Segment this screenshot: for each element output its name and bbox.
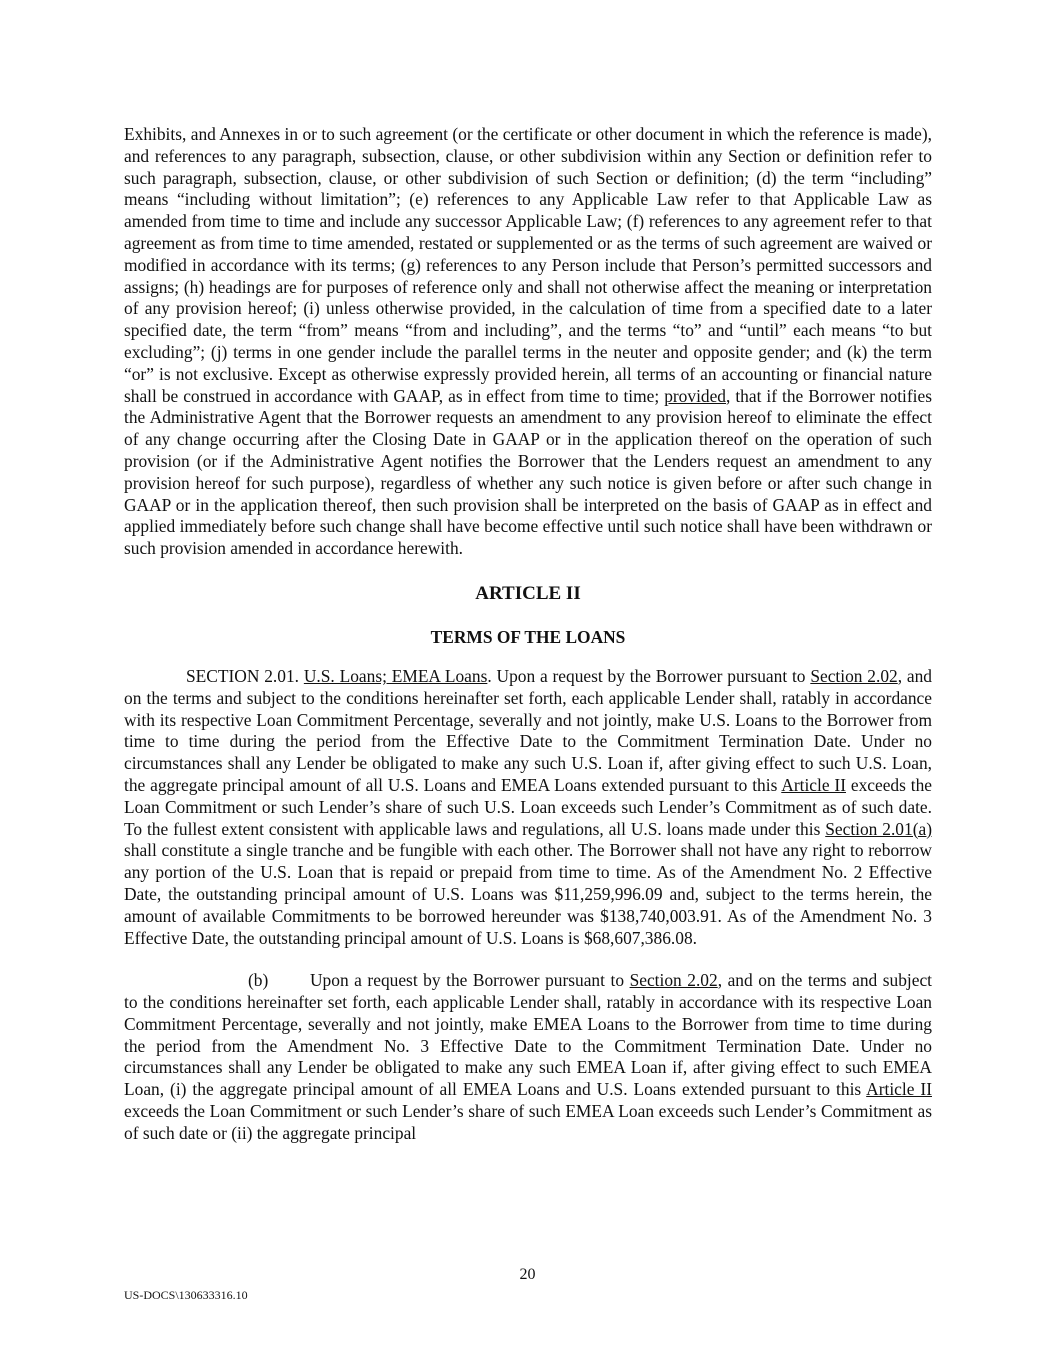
section-caption: U.S. Loans; EMEA Loans bbox=[303, 665, 488, 686]
intro-text-2: , that if the Borrower notifies the Administrative Agent that the Borrower requests an amendment to any provision hereof to eliminate the effect of any change occurring after the Closing Date in GAAP or in the application thereof on the operation of such provision (or if the Administrative Agent notifies the Borrower that the Lenders request an amendment to any provision hereof for such purpose), regardless of whether any such notice is given before or after such change in GAAP or in the application thereof, then such provision shall be interpreted on the basis of GAAP as in effect and applied immediately before such change shall have become effective until such notice shall have been withdrawn or such provision amended in accordance herewith. bbox=[124, 385, 932, 559]
section-2-01-paragraph bbox=[124, 666, 932, 949]
intro-text-1: Exhibits, and Annexes in or to such agreement (or the certificate or other document in which the reference is made), and references to any paragraph, subsection, clause, or other subdivision within any Section or definition refer to such paragraph, subsection, clause, or other subdivision of such Section or definition; (d) the term “including” means “including without limitation”; (e) references to any Applicable Law refer to that Applicable Law as amended from time to time and include any successor Applicable Law; (f) references to any agreement refer to that agreement as from time to time amended, restated or supplemented or as the terms of such agreement are waived or modified in accordance with its terms; (g) references to any Person include that Person’s permitted successors and assigns; (h) headings are for purposes of reference only and shall not otherwise affect the meaning or interpretation of any provision hereof; (i) unless otherwise provided, in the calculation of time from a specified date to a later specified date, the term “from” means “from and including”, and the terms “to” and “until” each means “to but excluding”; (j) terms in one gender include the parallel terms in the neuter and opposite gender; and (k) the term “or” is not exclusive. Except as otherwise expressly provided herein, all terms of an accounting or financial nature shall be construed in accordance with GAAP, as in effect from time to time; bbox=[124, 124, 932, 406]
section-text-4: shall constitute a single tranche and be fungible with each other. The Borrower shall not have any right to reborrow any portion of the U.S. Loan that is repaid or prepaid from time to time. As of the Amendment No. 2 Effective Date, the outstanding principal amount of U.S. Loans was $11,259,996.09 and, subject to the terms herein, the amount of available Commitments to be borrowed hereunder was $138,740,003.91. As of the Amendment No. 3 Effective Date, the outstanding principal amount of U.S. Loans is $68,607,386.08. bbox=[124, 840, 932, 948]
clause-b-label: (b) bbox=[248, 970, 269, 991]
clause-b-text-1: Upon a request by the Borrower pursuant to bbox=[310, 970, 630, 991]
article-heading: ARTICLE II bbox=[475, 582, 581, 604]
cross-reference-section-2-02: Section 2.02 bbox=[810, 665, 898, 686]
clause-b-paragraph bbox=[124, 970, 932, 1144]
section-text-1: . Upon a request by the Borrower pursuant to bbox=[487, 665, 811, 686]
clause-b-reference-article-ii: Article II bbox=[866, 1079, 932, 1100]
section-label: SECTION 2.01. bbox=[186, 665, 304, 686]
clause-b-text-3: exceeds the Loan Commitment or such Lender’s share of such EMEA Loan exceeds such Lender’s Commitment as of such date or (ii) the aggregate principal bbox=[124, 1101, 932, 1143]
cross-reference-article-ii: Article II bbox=[781, 774, 846, 795]
section-text-2: , and on the terms and subject to the conditions hereinafter set forth, each applicable Lender shall, ratably in accordance with its respective Loan Commitment Percentage, severally and not jointly, make U.S. Loans to the Borrower from time to time during the period from the Effective Date to the Commitment Termination Date. Under no circumstances shall any Lender be obligated to make any such U.S. Loan if, after giving effect to such U.S. Loan, the aggregate principal amount of all U.S. Loans and EMEA Loans extended pursuant to this bbox=[124, 665, 933, 795]
section-text-3: exceeds the Loan Commitment or such Lender’s share of such U.S. Loan exceeds such Lender’s Commitment as of such date. To the fullest extent consistent with applicable laws and regulations, all U.S. loans made under this bbox=[124, 774, 932, 839]
cross-reference-section-2-01a: Section 2.01(a) bbox=[825, 818, 932, 839]
intro-paragraph bbox=[124, 124, 932, 560]
page-number: 20 bbox=[519, 1266, 536, 1283]
provided-term: provided bbox=[664, 385, 727, 406]
article-subheading: TERMS OF THE LOANS bbox=[430, 626, 626, 647]
document-body bbox=[124, 124, 932, 1145]
clause-b-text-2: , and on the terms and subject to the conditions hereinafter set forth, each applicable Lender shall, ratably in accordance with its respective Loan Commitment Percentage, severally and not jointly, make EMEA Loans to the Borrower from time to time during the period from the Amendment No. 3 Effective Date to the Commitment Termination Date. Under no circumstances shall any Lender be obligated to make any such EMEA Loan if, after giving effect to such EMEA Loan, (i) the aggregate principal amount of all EMEA Loans and U.S. Loans extended pursuant to this bbox=[124, 970, 933, 1100]
clause-b-reference-section-2-02: Section 2.02 bbox=[629, 970, 718, 991]
document-id: US-DOCS\130633316.10 bbox=[124, 1288, 248, 1302]
